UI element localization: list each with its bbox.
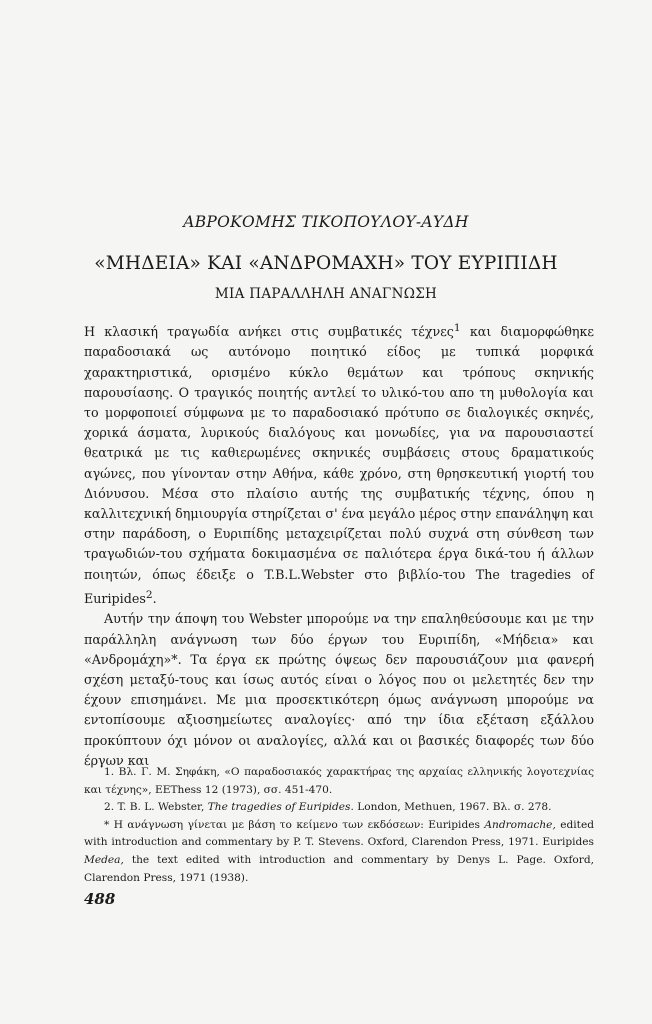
footnote-3-text-c: the text edited with introduction and commentary by Denys L. Page. Oxford, Clarendon Press, 1971 (1938).	[84, 853, 594, 884]
body-text	[84, 318, 594, 771]
paragraph-1	[84, 318, 594, 609]
footnote-2-book-title: The tragedies of Euripides	[207, 801, 351, 814]
article-title: «ΜΗΔΕΙΑ» ΚΑΙ «ΑΝΔΡΟΜΑΧΗ» ΤΟΥ ΕΥΡΙΠΙΔΗ	[94, 253, 558, 274]
paragraph-1-text-b: και διαμορφώθηκε παραδοσιακά ως αυτόνομο ποιητικό είδος με τυπικά μορφικά χαρακτηριστικά, ορισμένο κύκλο θεμάτων και τρόπους σκηνικής παρουσίασης. Ο τραγικός ποιητής αντλεί το υλικό-του απο τη μυθολογία και το μορφοποιεί σύμφωνα με το παραδοσιακό πρότυπο σε διαλογικές σκηνές, χορικά άσματα, λυρικούς διαλόγους και μονωδίες, για να παρουσιαστεί θεατρικά με τις καθιερωμένες σκηνικές συμβάσεις στους δραματικούς αγώνες, που γίνονταν στην Αθήνα, κάθε χρόνο, στη θρησκευτική γιορτή του Διόνυσου. Μέσα στο πλαίσιο αυτής της συμβατικής τέχνης, όπου η καλλιτεχνική δημιουργία στηρίζεται σ' ένα μεγάλο μέρος στην επανάληψη και στην παράδοση, ο Ευριπίδης μεταχειρίζεται πολύ συχνά στη σύνθεση των τραγωδιών-του σχήματα δοκιμασμένα σε παλιότερα έργα δικά-του ή άλλων ποιητών, όπως έδειξε ο T.B.L.Webster στο βιβλίο-του The tragedies of Euripides	[84, 324, 594, 607]
footnote-3	[84, 817, 594, 887]
paragraph-1-text-c: .	[152, 591, 157, 607]
footnote-2	[84, 799, 594, 817]
footnote-1: 1. Βλ. Γ. Μ. Σηφάκη, «Ο παραδοσιακός χαρακτήρας της αρχαίας ελληνικής λογοτεχνίας και τέχνης», ΕΕΤhess 12 (1973), σσ. 451-470.	[84, 766, 594, 796]
paragraph-2: Αυτήν την άποψη του Webster μπορούμε να την επαληθεύσουμε και με την παράλληλη ανάγνωση των δύο έργων του Ευριπίδη, «Μήδεια» και «Ανδρομάχη»*. Τα έργα εκ πρώτης όψεως δεν παρουσιάζουν μια φανερή σχέση μεταξύ-τους και ίσως αυτός είναι ο λόγος που οι μελετητές δεν την έχουν επισημάνει. Με μια προσεκτικότερη όμως ανάγνωση μπορούμε να εντοπίσουμε αξιοσημείωτες αναλογίες· από την ίδια εξέταση εξάλλου προκύπτουν όχι μόνον οι αναλογίες, αλλά και οι βασικές διαφορές των δύο έργων και	[84, 611, 594, 768]
footnote-2-text-a: 2. T. B. L. Webster,	[104, 801, 208, 814]
footnote-3-title-medea: Medea,	[84, 853, 124, 866]
footnotes	[84, 764, 594, 887]
footnote-2-text-b: . London, Methuen, 1967. Βλ. σ. 278.	[350, 801, 552, 814]
article-subtitle: ΜΙΑ ΠΑΡΑΛΛΗΛΗ ΑΝΑΓΝΩΣΗ	[214, 286, 438, 302]
footnote-3-text-a: * Η ανάγνωση γίνεται με βάση το κείμενο των εκδόσεων: Euripides	[104, 818, 485, 831]
footnote-ref-1: 1	[453, 322, 461, 334]
author-name: ΑΒΡΟΚΟΜΗΣ ΤΙΚΟΠΟΥΛΟΥ-ΑΥΔΗ	[183, 213, 469, 231]
paragraph-1-text-a: Η κλασική τραγωδία ανήκει στις συμβατικές τέχνες	[84, 324, 454, 340]
page-number: 488	[84, 890, 116, 908]
footnote-3-text-b: edited with introduction and commentary by P. T. Stevens. Oxford, Clarendon Press, 1971. Euripides	[84, 818, 594, 849]
footnote-3-title-andromache: Andromache,	[484, 818, 556, 831]
footnote-ref-2: 2	[145, 588, 153, 601]
